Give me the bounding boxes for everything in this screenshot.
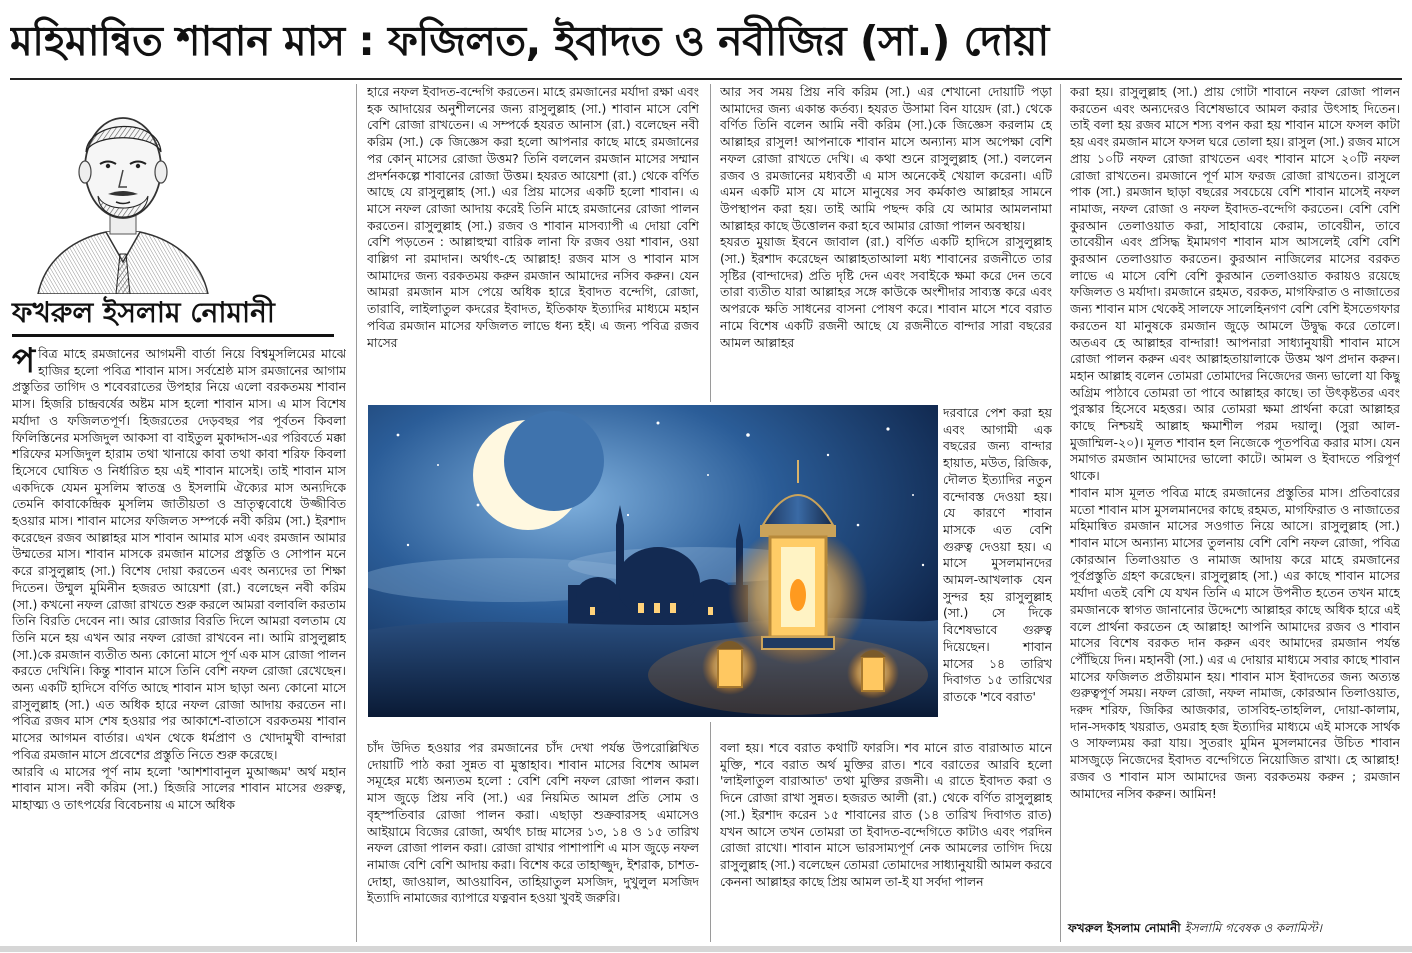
article-paragraph: পবিত্র মাহে রমজানের আগমনী বার্তা নিয়ে বিশ্বমুসলিমের মাঝে হাজির হলো পবিত্র শাবান মাস। সর্বশ্রেষ্ঠ মাস রমজানের আগাম প্রস্তুতির তাগিদ ও শবেবরাতের উপহার নিয়ে এলো বরকতময় শাবান মাস। হিজরি চান্দ্রবর্ষের অষ্টম মাস হলো শাবান মাস। এ মাস বিশেষ মর্যাদা ও ফজিলতপূর্ণ। হিজরতের দেড়বছর পর পূর্বতন কিবলা ফিলিস্তিনের মসজিদুল আকসা বা বাইতুল মুকাদ্দাস-এর পরিবর্তে মক্কা শরিফের মসজিদুল হারাম তথা খানায়ে কাবা তথা কাবা শরিফ কিবলা হিসেবে ঘোষিত ও নির্ধারিত হয় এই শাবান মাসেই। তাই শাবান মাস একদিকে যেমন মুসলিম স্বাতন্ত্র ও ইসলামি ঐক্যের মাস অন্যদিকে তেমনি কাবাকেন্দ্রিক মুসলিম জাতীয়তা ও ভ্রাতৃত্ববোধে উজ্জীবিত হওয়ার মাস। শাবান মাসের ফজিলত সম্পর্কে নবী করিম (সা.) ইরশাদ করেছেন রজব আল্লাহর মাস শাবান আমার মাস এবং রমজান আমার উম্মতের মাস। শাবান মাসকে রমজান মাসের প্রস্তুতি ও সোপান মনে করে রাসুলুল্লাহ (সা.) বিশেষ দোয়া করতেন এবং অন্যদের তা শিক্ষা দিতেন। উম্মুল মুমিনীন হজরত আয়েশা (রা.) বলেছেন নবী করিম (সা.) কখনো নফল রোজা রাখতে শুরু করলে আমরা বলাবলি করতাম তিনি বিরতি দেবেন না। আর রোজার বিরতি দিলে আমরা বলতাম যে তিনি মনে হয় এখন আর নফল রোজা রাখবেন না। আমি রাসুলুল্লাহ (সা.)কে রমজান ব্যতীত অন্য কোনো মাসে পূর্ণ এক মাস রোজা পালন করতে দেখিনি। কিন্তু শাবান মাসে তিনি বেশি নফল রোজা রেখেছেন। অন্য একটি হাদিসে বর্ণিত আছে শাবান মাস ছাড়া অন্য কোনো মাসে রাসুলুল্লাহ (সা.) এত অধিক হারে নফল রোজা আদায় করতেন না। পবিত্র রজব মাস শেষ হওয়ার পর আকাশে-বাতাসে বরকতময় শাবান মাসের আগমন বার্তার। এখন থেকে ধর্মপ্রাণ ও খোদামুখী বান্দারা পবিত্র রমজান মাসে প্রবেশের প্রস্তুতি নিতে শুরু করেছে।: [12, 346, 346, 762]
article-column-3-bottom: [720, 740, 1052, 940]
article-paragraph: দরবারে পেশ করা হয় এবং আগামী এক বছরের জন্য বান্দার হায়াত, মউত, রিজিক, দৌলত ইত্যাদির নতুন বন্দোবস্ত দেওয়া হয়। যে কারণে শাবান মাসকে এত বেশি গুরুত্ব দেওয়া হয়। এ মাসে মুসলমানদের আমল-আখলাক যেন সুন্দর হয় রাসুলুল্লাহ (সা.) সে দিকে বিশেষভাবে গুরুত্ব দিয়েছেন। শাবান মাসের ১৪ তারিখ দিবাগত ১৫ তারিখের রাতকে 'শবে বরাত': [943, 405, 1052, 704]
signature-name: ফখরুল ইসলাম নোমানী: [1068, 921, 1181, 935]
column-divider: [1060, 84, 1061, 942]
headline-rule: [10, 78, 1402, 80]
article-paragraph: শাবান মাস মূলত পবিত্র মাহে রমজানের প্রস্তুতির মাস। প্রতিবারের মতো শাবান মাস মুসলমানদের কাছে রহমত, মাগফিরাত ও নাজাতের মহিমান্বিত রমজান মাসের সওগাত নিয়ে আসে। রাসুলুল্লাহ (সা.) শাবান মাসে অন্যান্য মাসের তুলনায় বেশি বেশি নফল রোজা, পবিত্র কোরআন তিলাওয়াত ও নামাজ আদায় করে মাহে রমজানের পূর্বপ্রস্তুতি গ্রহণ করেছেন। রাসুলুল্লাহ (সা.) এর কাছে শাবান মাসের মর্যাদা এতই বেশি যে যখন তিনি এ মাসে উপনীত হতেন তখন মাহে রমজানকে স্বাগত জানানোর উদ্দেশ্যে আল্লাহর কাছে অধিক হারে এই বলে প্রার্থনা করতেন হে আল্লাহ! আপনি আমাদের রজব ও শাবান মাসের বিশেষ বরকত দান করুন এবং আমাদের রমজান পর্যন্ত পৌঁছিয়ে দিন। মহানবী (সা.) এর এ দোয়ার মাধ্যমে সবার কাছে শাবান মাসের ফজিলত প্রতীয়মান হয়। শাবান মাস ইবাদতের জন্য অত্যন্ত গুরুত্বপূর্ণ সময়। নফল রোজা, নফল নামাজ, কোরআন তিলাওয়াত, দরুদ শরিফ, জিকির আজকার, তাসবিহ-তাহলিল, দোয়া-কালাম, দান-সদকাহ খয়রাত, ওমরাহ হজ ইত্যাদির মাধ্যমে এই মাসকে সার্থক ও সাফল্যময় করা যায়। সুতরাং মুমিন মুসলমানের উচিত শাবান মাসজুড়ে নিজেদের ইবাদত বন্দেগিতে নিয়োজিত রাখা। হে আল্লাহ! রজব ও শাবান মাস আমাদের জন্য বরকতময় করুন ; রমজান আমাদের নসিব করুন। আমিন!: [1070, 484, 1400, 801]
article-paragraph: বলা হয়। শবে বরাত কথাটি ফারসি। শব মানে রাত বারাআত মানে মুক্তি, শবে বরাত অর্থ মুক্তির রাত। শবে বরাতের আরবি হলো 'লাইলাতুল বারাআত' তথা মুক্তির রজনী। এ রাতে ইবাদত করা ও দিনে রোজা রাখা সুন্নত। হজরত আলী (রা.) থেকে বর্ণিত রাসুলুল্লাহ (সা.) ইরশাদ করেন ১৫ শাবানের রাত (১৪ তারিখ দিবাগত রাত) যখন আসে তখন তোমরা তা ইবাদত-বন্দেগিতে কাটাও এবং পরদিন রোজা রাখো। শাবান মাসে ভারসাম্যপূর্ণ নেক আমলের তাগিদ দিয়ে রাসুলুল্লাহ (সা.) বলেছেন তোমরা তোমাদের সাধ্যানুযায়ী আমল করবে কেননা আল্লাহর কাছে প্রিয় আমল তা-ই যা সর্বদা পালন: [720, 740, 1052, 889]
article-column-3-side: [943, 405, 1052, 721]
article-paragraph: হারে নফল ইবাদত-বন্দেগি করতেন। মাহে রমজানের মর্যাদা রক্ষা এবং হক আদায়ের অনুশীলনের জন্য রাসুলুল্লাহ (সা.) শাবান মাসে বেশি বেশি রোজা রাখতেন। এ সম্পর্কে হযরত আনাস (রা.) বলেছেন নবী করিম (সা.) কে জিজ্ঞেস করা হলো আপনার কাছে মাহে রমজানের পর কোন্ মাসের রোজা উত্তম? তিনি বললেন রমজান মাসের সম্মান প্রদর্শনকল্পে শাবানের রোজা উত্তম। হযরত আয়েশা (রা.) থেকে বর্ণিত আছে যে রাসুলুল্লাহ (সা.) এর প্রিয় মাসের একটি হলো শাবান। এ মাসে নফল রোজা আদায় করেই তিনি মাহে রমজানের রোজা পালন করতেন। রাসুলুল্লাহ (সা.) রজব ও শাবান মাসব্যাপী এ দোয়া বেশি বেশি পড়তেন : আল্লাহুম্মা বারিক লানা ফি রজব ওয়া শাবান, ওয়া বাল্লিগ না রমাদান। অর্থাৎ-হে আল্লাহ! রজব মাস ও শাবান মাস আমাদের জন্য বরকতময় করুন রমজান আমাদের নসিব করুন। যেন আমরা রমজান মাস পেয়ে অধিক হারে ইবাদত বন্দেগি, রোজা, তারাবি, লাইলাতুল কদরের ইবাদত, ইতিকাফ ইত্যাদির মাধ্যমে মহান পবিত্র রমজান মাসের ফজিলত লাভে ধন্য হই। এ জন্য পবিত্র রজব মাসের: [367, 84, 699, 350]
article-paragraph: হযরত মুয়াজ ইবনে জাবাল (রা.) বর্ণিত একটি হাদিসে রাসুলুল্লাহ (সা.) ইরশাদ করেছেন আল্লাহতাআলা মধ্য শাবানের রজনীতে তার সৃষ্টির (বান্দাদের) প্রতি দৃষ্টি দেন এবং সবাইকে ক্ষমা করে দেন তবে তারা ব্যতীত যারা আল্লাহর সঙ্গে কাউকে অংশীদার সাব্যস্ত করে এবং অপরকে ক্ষতি সাধনের বাসনা পোষণ করে। শাবান মাসে শবে বরাত নামে বিশেষ একটি রজনী আছে যে রজনীতে বান্দার সারা বছরের আমল আল্লাহর: [720, 234, 1052, 350]
hero-image-crescent-mosque: [368, 405, 938, 717]
author-name-underline: [12, 334, 334, 337]
article-paragraph: আরবি এ মাসের পূর্ণ নাম হলো 'আশশাবানুল মুআজ্জম' অর্থ মহান শাবান মাস। নবী করিম (সা.) হিজরি সালের শাবান মাসের গুরুত্ব, মাহাত্ম্য ও তাৎপর্যের বিবেচনায় এ মাসে অধিক: [12, 763, 346, 812]
article-column-1: [12, 346, 346, 940]
headline: মহিমান্বিত শাবান মাস : ফজিলত, ইবাদত ও নবীজির (সা.) দোয়া: [10, 17, 1049, 65]
drop-cap: প: [12, 346, 36, 381]
page-bottom-rule: [0, 946, 1412, 952]
article-column-2-top: [367, 84, 699, 402]
article-column-4: [1070, 84, 1400, 912]
author-signature: [1068, 918, 1398, 938]
column-divider: [710, 722, 711, 942]
author-name: ফখরুল ইসলাম নোমানী: [12, 296, 275, 329]
article-paragraph: চাঁদ উদিত হওয়ার পর রমজানের চাঁদ দেখা পর্যন্ত উপরোল্লিখিত দোয়াটি পাঠ করা সুন্নত বা মুস্তাহাব। শাবান মাসের বিশেষ আমল সমূহের মধ্যে অন্যতম হলো : বেশি বেশি নফল রোজা পালন করা। মাস জুড়ে প্রিয় নবি (সা.) এর নিয়মিত আমল প্রতি সোম ও বৃহস্পতিবার রোজা পালন করা। এছাড়া শুক্রবারসহ এমাসেও আইয়ামে বিজের রোজা, অর্থাৎ চান্দ্র মাসের ১৩, ১৪ ও ১৫ তারিখ নফল রোজা পালন করা। রোজা রাখার পাশাপাশি এ মাস জুড়ে নফল নামাজ বেশি বেশি আদায় করা। বিশেষ করে তাহাজ্জুদ, ইশরাক, চাশত-দোহা, জাওয়াল, আওয়াবিন, তাহিয়াতুল মসজিদ, দুখুলুল মসজিদ ইত্যাদি নামাজের ব্যাপারে যত্নবান হওয়া খুবই জরুরি।: [367, 740, 699, 906]
article-paragraph: করা হয়। রাসুলুল্লাহ (সা.) প্রায় গোটা শাবানে নফল রোজা পালন করতেন এবং অন্যদেরও বিশেষভাবে আমল করার উৎসাহ দিতেন। তাই বলা হয় রজব মাসে শস্য বপন করা হয় শাবান মাসে ফসল কাটা হয় এবং রমজান মাসে ফসল ঘরে তোলা হয়। রাসুল (সা.) রজব মাসে প্রায় ১০টি নফল রোজা রাখতেন এবং শাবান মাসে ২০টি নফল রোজা রাখতেন। রমজানে পূর্ণ মাস ফরজ রোজা রাখতেন। রাসুলে পাক (সা.) রমজান ছাড়া বছরের সবচেয়ে বেশি শাবান মাসেই নফল নামাজ, নফল রোজা ও নফল ইবাদত-বন্দেগি করতেন। বেশি বেশি কুরআন তেলাওয়াত করা, সাহাবায়ে কেরাম, তাবেয়ীন, তাবে তাবেয়ীন এবং প্রসিদ্ধ ইমামগণ শাবান মাস আসলেই বেশি বেশি কুরআন তেলাওয়াত করতেন। কুরআন নাজিলের মাসের বরকত লাভে এ মাসে বেশি বেশি কুরআন তেলাওয়াত করায়ও রয়েছে ফজিলত ও মর্যাদা। রমজানে রহমত, বরকত, মাগফিরাত ও নাজাতের জন্য শাবান মাস থেকেই সালফে সালেহিনগণ বেশি বেশি ইসতেগফার করতেন যা মানুষকে রমজান জুড়ে আমলে উদ্বুদ্ধ করে তোলে। অতএব হে আল্লাহর বান্দারা! আপনারা সাধ্যানুযায়ী শাবান মাসে রোজা পালন করুন এবং আল্লাহতায়ালাকে উত্তম ঋণ প্রদান করুন। মহান আল্লাহ বলেন তোমরা তোমাদের নিজেদের জন্য ভালো যা কিছু অগ্রিম পাঠাবে তোমরা তা পাবে আল্লাহর কাছে। তা উৎকৃষ্টতর এবং পুরস্কার হিসেবে মহত্তর। আর তোমরা ক্ষমা প্রার্থনা করো আল্লাহর কাছে নিশ্চয়ই আল্লাহ ক্ষমাশীল পরম দয়ালু। (সুরা আল-মুজাম্মিল-২০)। মূলত শাবান হল নিজেকে পূতপবিত্র করার মাস। যেন সমাগত রমজান আমাদের ভালো কাটে। আমল ও ইবাদতে পরিপূর্ণ থাকে।: [1070, 84, 1400, 484]
author-portrait: [28, 86, 218, 294]
article-paragraph: আর সব সময় প্রিয় নবি করিম (সা.) এর শেখানো দোয়াটি পড়া আমাদের জন্য একান্ত কর্তব্য। হযরত উসামা বিন যায়েদ (রা.) থেকে বর্ণিত তিনি বলেন আমি নবী করিম (সা.)কে জিজ্ঞেস করলাম হে আল্লাহর রাসুল! আপনাকে শাবান মাসে অন্যান্য মাস অপেক্ষা বেশি নফল রোজা রাখতে দেখি। এ কথা শুনে রাসুলুল্লাহ (সা.) বললেন রজব ও রমজানের মধ্যবর্তী এ মাস অনেকেই খেয়াল করেনা। এটি এমন একটি মাস যে মাসে মানুষের সব কর্মকাণ্ড আল্লাহর সামনে উপস্থাপন করা হয়। তাই আমি পছন্দ করি যে আমার আমলনামা আল্লাহর কাছে উত্তোলন করা হবে আমার রোজা পালন অবস্থায়।: [720, 84, 1052, 233]
article-column-3-top: [720, 84, 1052, 402]
signature-role: ইসলামি গবেষক ও কলামিস্ট।: [1184, 921, 1322, 935]
article-column-2-bottom: [367, 740, 699, 940]
column-divider: [356, 84, 357, 942]
column-divider: [710, 84, 711, 402]
